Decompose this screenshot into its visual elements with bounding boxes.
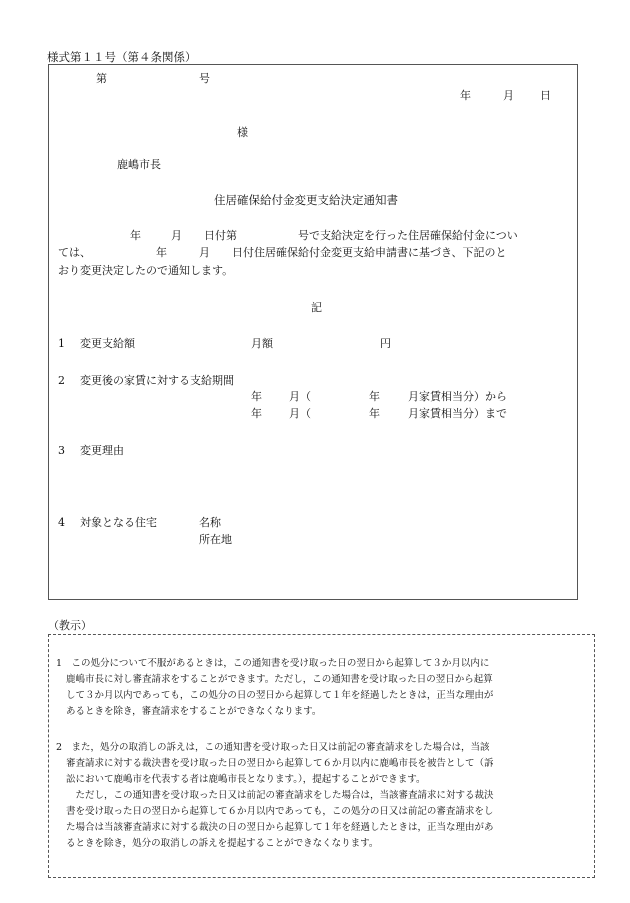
issuer: 鹿嶋市長 bbox=[117, 158, 161, 171]
body-line2-month: 月 bbox=[199, 246, 210, 259]
item1-label: 変更支給額 bbox=[80, 337, 135, 350]
notice-p1-line: して３か月以内であっても，この処分の日の翌日から起算して１年を経過したときは，正当な理由が bbox=[66, 690, 494, 701]
period-to-rent-year: 年 bbox=[369, 407, 380, 420]
notice-p1-line: 鹿嶋市長に対し審査請求をすることができます。ただし，この通知書を受け取った日の翌日から起算 bbox=[66, 674, 493, 685]
item2-label: 変更後の家賃に対する支給期間 bbox=[80, 374, 234, 387]
date-year: 年 bbox=[460, 89, 471, 102]
item1-monthly: 月額 bbox=[251, 337, 273, 350]
document-title: 住居確保給付金変更支給決定通知書 bbox=[214, 193, 398, 207]
notice-p1-line: 1 この処分について不服があるときは，この通知書を受け取った日の翌日から起算して３か月以内に bbox=[56, 658, 490, 669]
body-line1-date-no: 日付第 bbox=[204, 229, 237, 242]
body-line2-head: ては、 bbox=[58, 246, 91, 259]
notice-p2-line: た場合は当該審査請求に対する裁決の日の翌日から起算して１年を経過したときは，正当な理由があ bbox=[66, 822, 494, 833]
notice-p2-line: 2 また，処分の取消しの訴えは，この通知書を受け取った日又は前記の審査請求をした場合は，当該 bbox=[56, 742, 490, 753]
body-line1-text: 号で支給決定を行った住居確保給付金につい bbox=[298, 229, 518, 242]
period-to-month: 月（ bbox=[289, 407, 311, 420]
notice-p2-line: ただし，この通知書を受け取った日又は前記の審査請求をした場合は，当該審査請求に対する裁決 bbox=[66, 790, 494, 801]
item3-label: 変更理由 bbox=[80, 444, 124, 457]
ki-marker: 記 bbox=[311, 301, 322, 314]
item1-yen: 円 bbox=[380, 337, 391, 350]
period-from-rent-month: 月家賃相当分）から bbox=[408, 390, 507, 403]
period-from-month: 月（ bbox=[289, 390, 311, 403]
notice-paragraph-1 bbox=[56, 656, 590, 720]
doc-number-dai: 第 bbox=[96, 72, 107, 85]
notice-paragraph-2 bbox=[56, 740, 590, 852]
item4-location-label: 所在地 bbox=[199, 533, 232, 546]
body-line2-text: 日付住居確保給付金変更支給申請書に基づき、下記のと bbox=[232, 246, 507, 259]
item4-name-label: 名称 bbox=[199, 516, 221, 529]
item4-number: 4 bbox=[58, 516, 65, 529]
period-to-year: 年 bbox=[251, 407, 262, 420]
body-line1-year: 年 bbox=[130, 229, 141, 242]
notice-heading: （教示） bbox=[48, 619, 92, 632]
item1-number: 1 bbox=[58, 337, 65, 350]
form-label: 様式第１１号（第４条関係） bbox=[47, 50, 197, 64]
notice-p2-line: 訟において鹿嶋市を代表する者は鹿嶋市長となります。），提起することができます。 bbox=[66, 774, 426, 785]
body-line1-month: 月 bbox=[171, 229, 182, 242]
notice-p2-line: 書を受け取った日の翌日から起算して６か月以内であっても，この処分の日又は前記の審査請求をし bbox=[66, 806, 494, 817]
item3-number: 3 bbox=[58, 444, 65, 457]
period-from-rent-year: 年 bbox=[369, 390, 380, 403]
item2-number: 2 bbox=[58, 374, 65, 387]
doc-number-go: 号 bbox=[199, 72, 210, 85]
addressee-suffix: 様 bbox=[237, 126, 248, 139]
period-to-rent-month: 月家賃相当分）まで bbox=[408, 407, 507, 420]
date-month: 月 bbox=[503, 89, 514, 102]
notice-p2-line: 審査請求に対する裁決書を受け取った日の翌日から起算して６か月以内に鹿嶋市長を被告として（訴 bbox=[66, 758, 494, 769]
period-from-year: 年 bbox=[251, 390, 262, 403]
body-line3: おり変更決定したので通知します。 bbox=[58, 264, 234, 277]
item4-label: 対象となる住宅 bbox=[80, 516, 157, 529]
notice-p2-line: るときを除き，処分の取消しの訴えを提起することができなくなります。 bbox=[66, 838, 379, 849]
date-day: 日 bbox=[540, 89, 551, 102]
body-line2-year: 年 bbox=[156, 246, 167, 259]
notice-p1-line: あるときを除き，審査請求をすることができなくなります。 bbox=[66, 706, 322, 717]
